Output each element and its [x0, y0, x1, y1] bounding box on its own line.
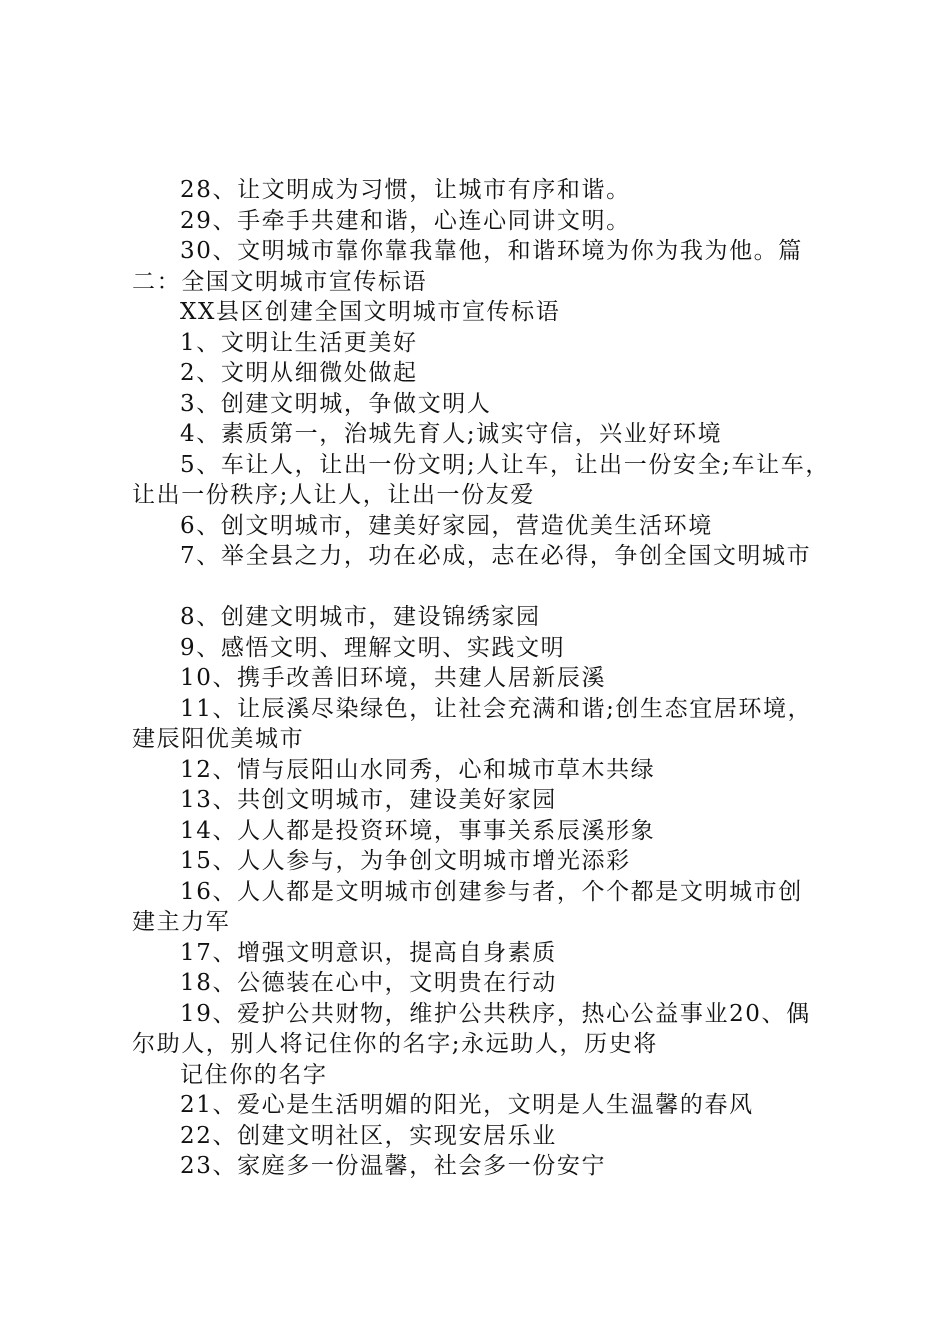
text-line: 7、举全县之力，功在必成，志在必得，争创全国文明城市	[180, 543, 812, 569]
text-line: 29、手牵手共建和谐，心连心同讲文明。	[180, 207, 631, 234]
text-line: 18、公德装在心中，文明贵在行动	[180, 970, 557, 996]
text-line: 30、文明城市靠你靠我靠他，和谐环境为你为我为他。篇	[180, 238, 803, 264]
text-line: 10、携手改善旧环境，共建人居新辰溪	[180, 665, 607, 691]
text-line: XX县区创建全国文明城市宣传标语	[180, 299, 561, 325]
text-line: 22、创建文明社区，实现安居乐业	[180, 1122, 557, 1149]
text-line: 19、爱护公共财物，维护公共秩序，热心公益事业20、偶	[180, 1000, 811, 1027]
text-line: 5、车让人，让出一份文明;人让车，让出一份安全;车让车，	[180, 451, 830, 478]
text-line: 21、爱心是生活明媚的阳光，文明是人生温馨的春风	[180, 1092, 754, 1118]
text-line: 6、创文明城市，建美好家园，营造优美生活环境	[180, 512, 713, 539]
text-line: 14、人人都是投资环境，事事关系辰溪形象	[180, 817, 656, 844]
text-line: 4、素质第一，治城先育人;诚实守信，兴业好环境	[180, 421, 723, 447]
text-line: 二：全国文明城市宣传标语	[132, 268, 428, 295]
text-line: 建辰阳优美城市	[132, 726, 305, 752]
text-line: 28、让文明成为习惯，让城市有序和谐。	[180, 177, 631, 203]
text-line: 13、共创文明城市，建设美好家园	[180, 787, 557, 813]
text-line: 2、文明从细微处做起	[180, 360, 418, 386]
document-body	[132, 175, 832, 1182]
text-line: 建主力军	[132, 909, 231, 935]
text-line: 记住你的名字	[180, 1061, 328, 1088]
text-line: 1、文明让生活更美好	[180, 329, 418, 356]
text-line: 15、人人参与，为争创文明城市增光添彩	[180, 848, 631, 874]
text-line: 尔助人，别人将记住你的名字;永远助人，历史将	[132, 1031, 658, 1057]
blank-line	[132, 572, 832, 603]
text-line: 让出一份秩序;人让人，让出一份友爱	[132, 482, 535, 508]
text-line: 11、让辰溪尽染绿色，让社会充满和谐;创生态宜居环境，	[180, 695, 813, 722]
text-line: 3、创建文明城，争做文明人	[180, 390, 492, 417]
text-line: 12、情与辰阳山水同秀，心和城市草木共绿	[180, 756, 656, 783]
text-line: 8、创建文明城市，建设锦绣家园	[180, 604, 541, 630]
text-line: 17、增强文明意识，提高自身素质	[180, 939, 557, 966]
text-line: 23、家庭多一份温馨，社会多一份安宁	[180, 1153, 607, 1179]
text-line: 9、感悟文明、理解文明、实践文明	[180, 634, 566, 661]
text-line: 16、人人都是文明城市创建参与者，个个都是文明城市创	[180, 878, 803, 905]
